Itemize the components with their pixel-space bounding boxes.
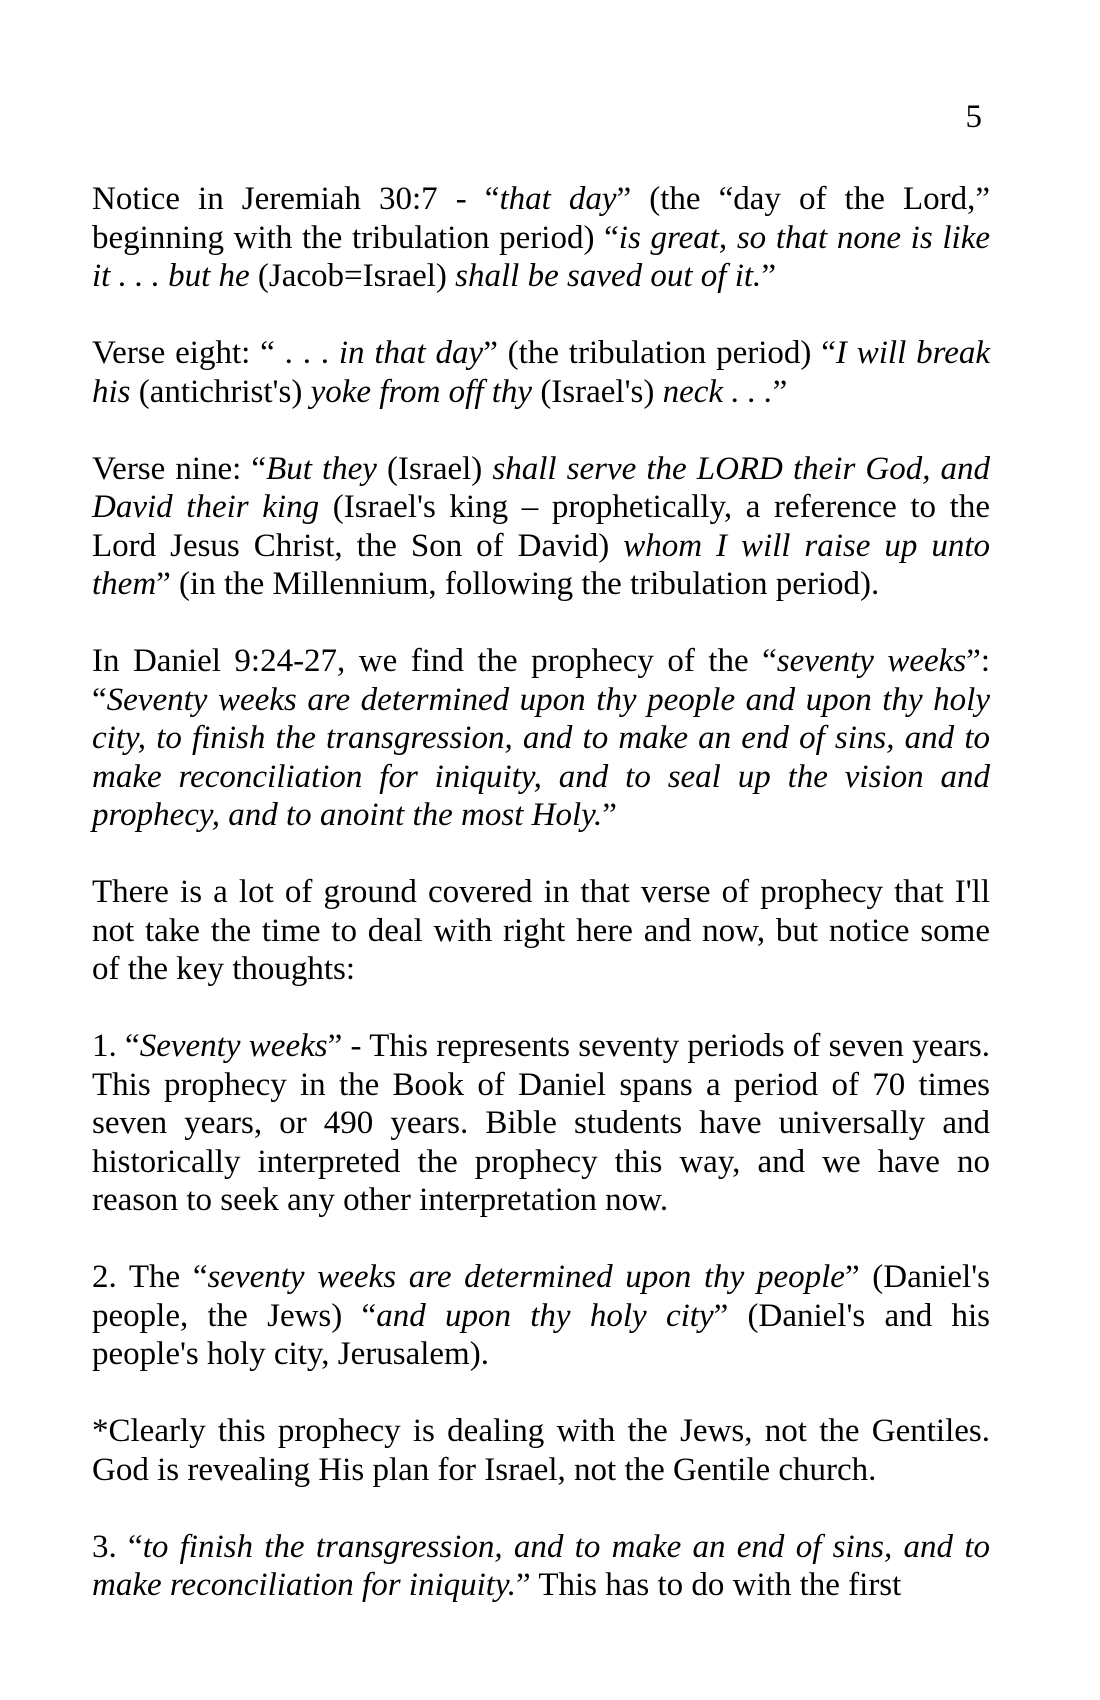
body-run: ” [772,373,788,410]
body-text [92,180,990,1605]
paragraph [92,1528,990,1605]
body-run: (Israel) [376,450,493,487]
body-run: ” [602,797,617,833]
paragraph [92,873,990,989]
body-run: ” [761,258,776,294]
quoted-scripture-text: whom I will raise up unto them [92,527,990,602]
body-run: ”: “ [92,643,990,718]
body-run: 2. The “ [92,1259,208,1295]
body-run: In Daniel 9:24-27, we find the prophecy of the “ [92,643,777,679]
quoted-scripture-text: neck . . . [662,373,773,410]
body-run: ” (the “day of the Lord,” beginning with the tribulation period) “ [92,181,990,256]
document-page [92,0,990,1605]
body-run: 3. “ [92,1528,143,1565]
body-run: There is a lot of ground covered in that verse of prophecy that I'll not take the time to deal with right here and now, but notice some of the key thoughts: [92,874,990,987]
quoted-scripture-text: I will break his [92,335,990,410]
body-run: ” - This represents seventy periods of seven years. This prophecy in the Book of Daniel spans a period of 70 times seven years, or 490 years. Bible students have universally and historically interpreted the prophecy this way, and we have no reason to seek any other interpretation now. [92,1028,991,1218]
quoted-scripture-text: is great, so that none is like it . . . but he [92,219,990,294]
body-run: ” (in the Millennium, following the tribulation period). [156,566,880,602]
body-run: ” (the tribulation period) “ [483,335,836,371]
body-run: ” This has to do with the first [516,1567,902,1603]
quoted-scripture-text: shall serve the LORD their God, and David their king [92,450,991,525]
paragraph [92,1412,990,1489]
quoted-scripture-text: seventy weeks [776,643,967,679]
paragraph [92,642,990,835]
body-run: *Clearly this prophecy is dealing with the Jews, not the Gentiles. God is revealing His plan for Israel, not the Gentile church. [92,1413,990,1488]
body-run: (antichrist's) [130,373,311,410]
paragraph [92,1258,990,1374]
quoted-scripture-text: Seventy weeks are determined upon thy people and upon thy holy city, to finish the transgression, and to make an end of sins, and to make reconciliation for iniquity, and to seal up the vision and prophecy, and to anoint the most Holy. [92,681,990,833]
body-run: (Israel's) [532,373,663,410]
body-run: (Jacob=Israel) [249,258,456,294]
quoted-scripture-text: in that day [338,335,484,371]
paragraph [92,180,990,296]
paragraph [92,1027,990,1220]
quoted-scripture-text: shall be saved out of it. [455,258,762,294]
quoted-scripture-text: seventy weeks are determined upon thy people [207,1259,845,1295]
body-run: ” (Daniel's people, the Jews) “ [92,1259,991,1334]
quoted-scripture-text: to finish the transgression, and to make an end of sins, and to make reconciliation for iniquity. [92,1528,990,1603]
body-run: ” (Daniel's and his people's holy city, Jerusalem). [92,1297,990,1372]
page-number: 5 [965,99,982,135]
body-run: 1. “ [92,1028,140,1064]
body-run: (Israel's king – prophetically, a reference to the Lord Jesus Christ, the Son of David) [92,489,990,564]
paragraph [92,334,990,411]
quoted-scripture-text: that day [499,181,617,217]
quoted-scripture-text: But they [266,450,377,487]
quoted-scripture-text: and upon thy holy city [376,1297,714,1334]
body-run: Notice in Jeremiah 30:7 - “ [92,181,500,217]
body-run: Verse nine: “ [92,450,267,487]
quoted-scripture-text: Seventy weeks [139,1028,328,1064]
body-run: Verse eight: “ . . . [92,335,339,371]
quoted-scripture-text: yoke from off thy [310,373,533,410]
paragraph [92,450,990,604]
